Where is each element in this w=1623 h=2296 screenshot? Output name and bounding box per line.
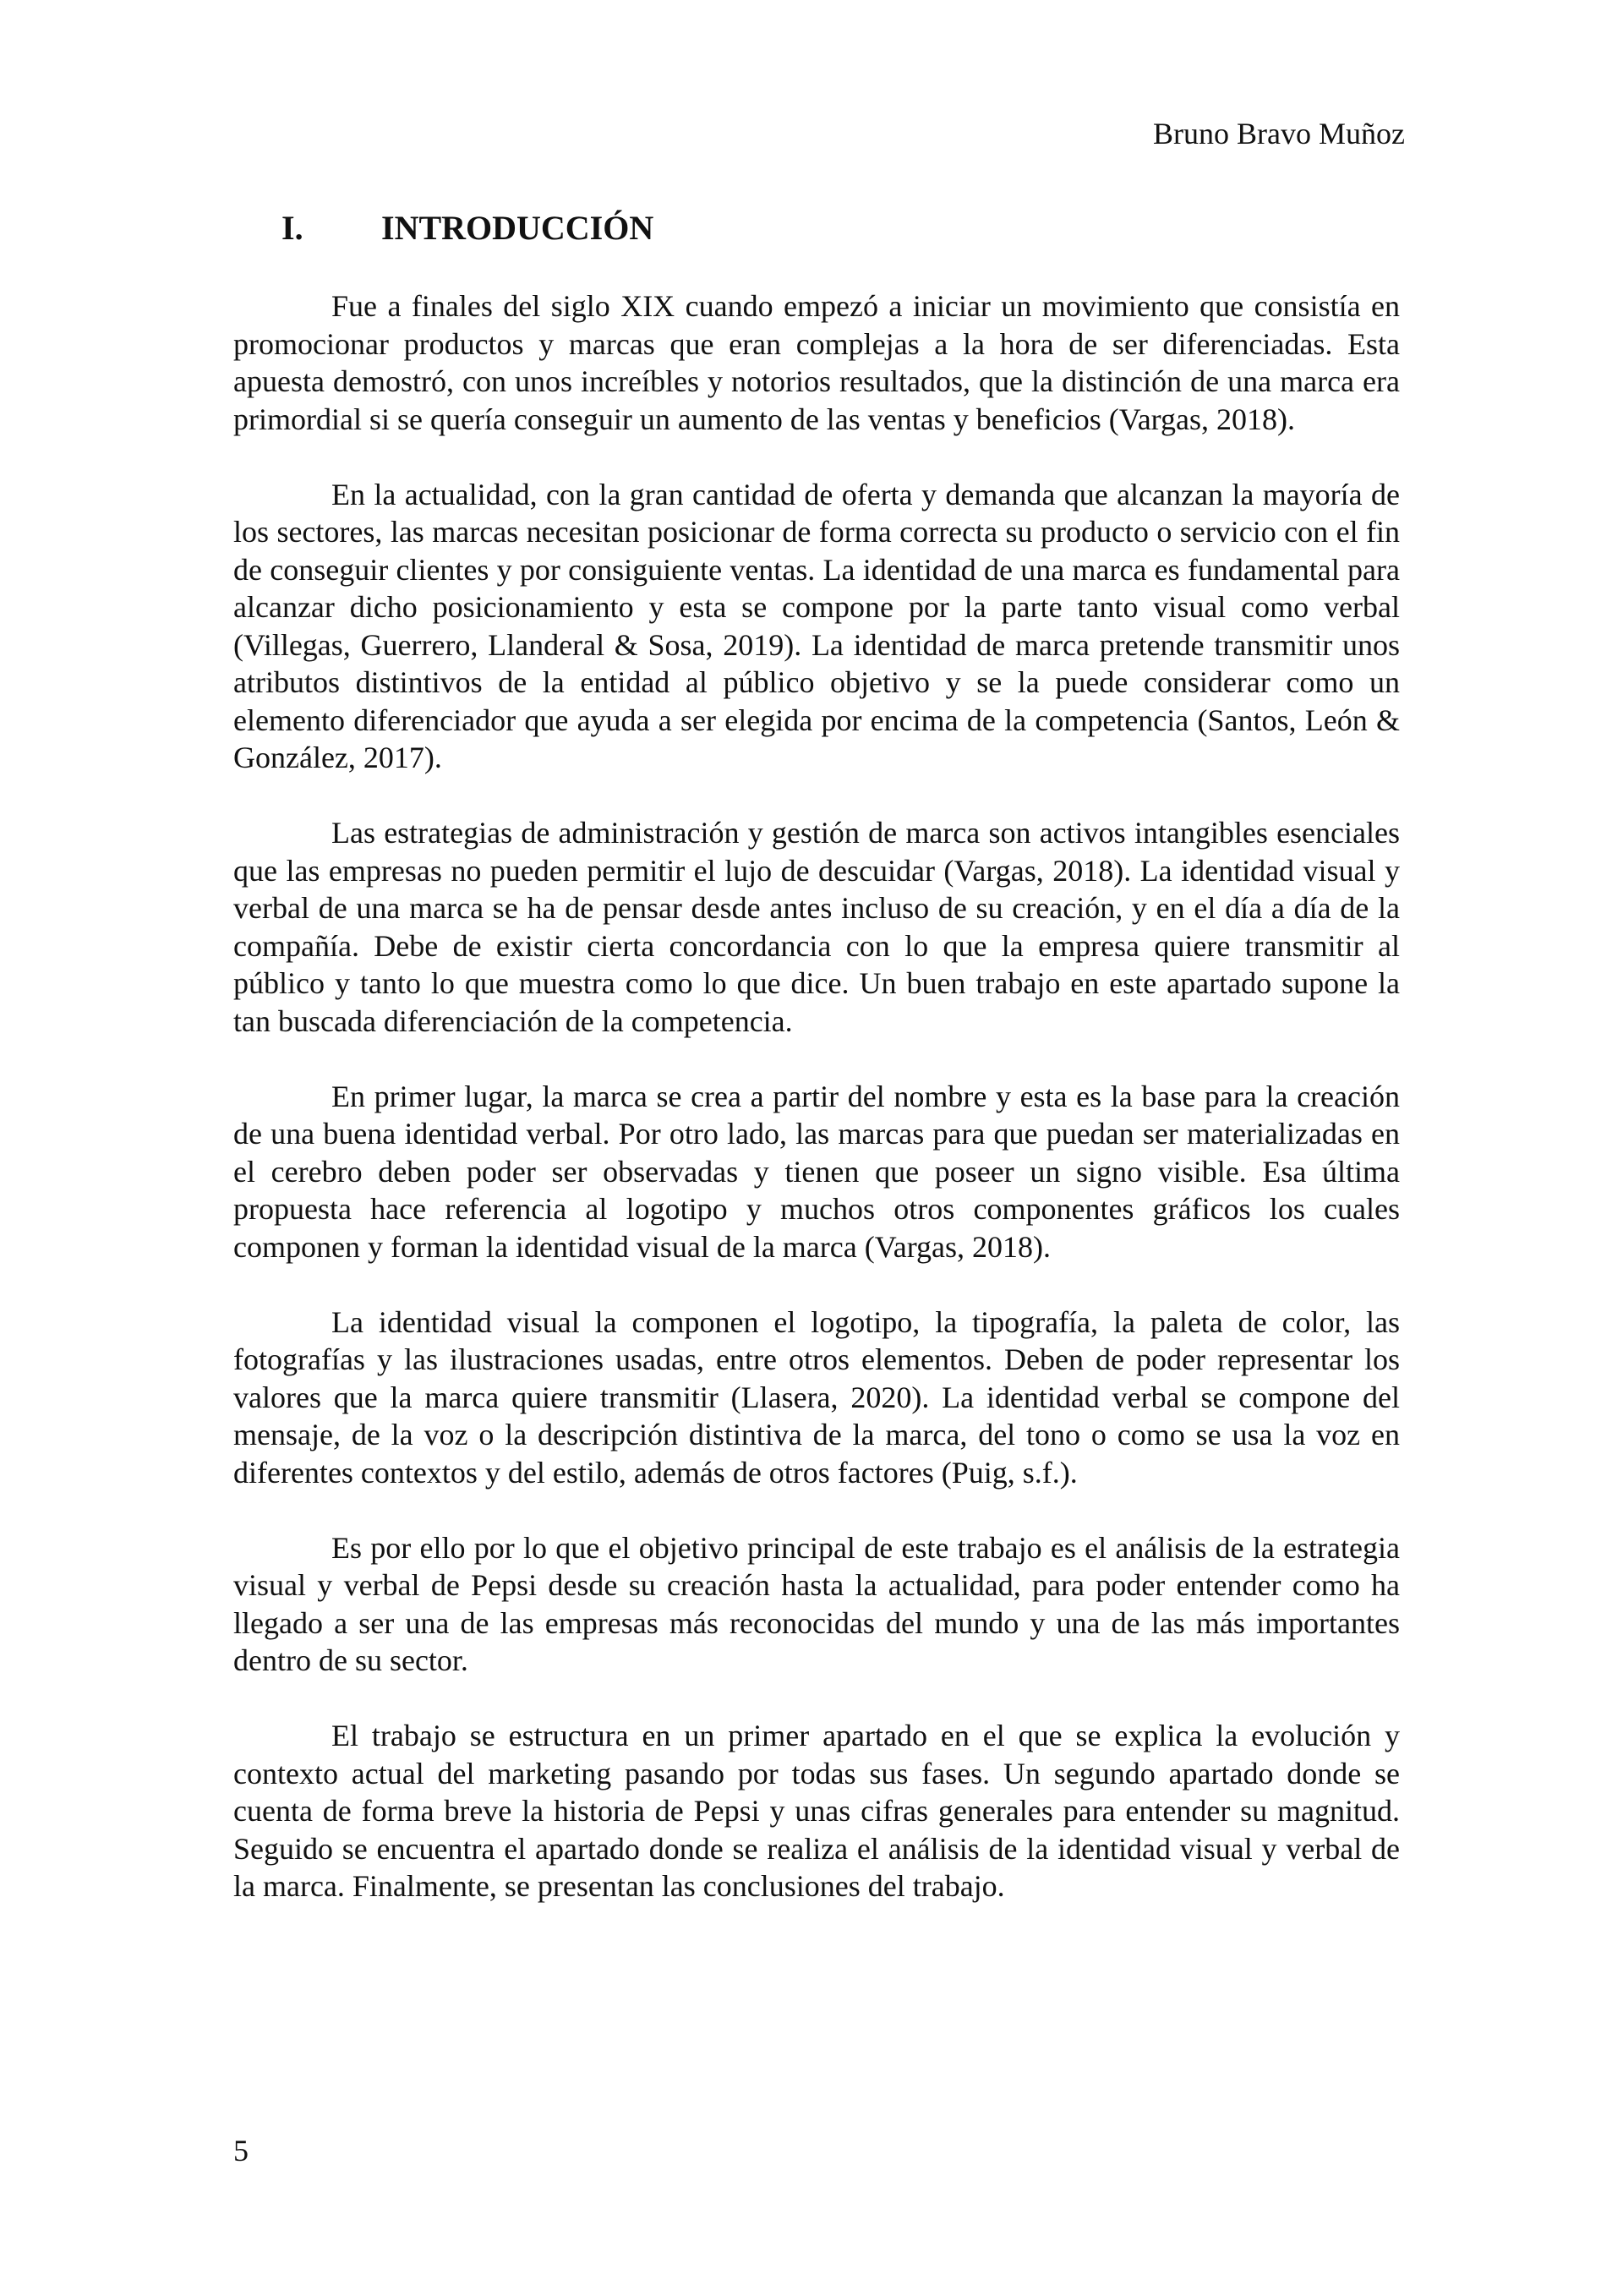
section-heading [281,208,653,249]
paragraph-1: Fue a finales del siglo XIX cuando empezó a iniciar un movimiento que consistía en promocionar productos y marcas que eran complejas a la hora de ser diferenciadas. Esta apuesta demostró, con unos increíbles y notorios resultados, que la distinción de una marca era primordial si se quería conseguir un aumento de las ventas y beneficios (Vargas, 2018). [233,289,1400,436]
page-number: 5 [233,2134,249,2168]
body-text [233,287,1400,1943]
running-header-author: Bruno Bravo Muñoz [1153,117,1405,150]
paragraph-4: En primer lugar, la marca se crea a partir del nombre y esta es la base para la creación de una buena identidad verbal. Por otro lado, las marcas para que puedan ser materializadas en el cerebro deben poder ser observadas y tienen que poseer un signo visible. Esa última propuesta hace referencia al logotipo y muchos otros componentes gráficos los cuales componen y forman la identidad visual de la marca (Vargas, 2018). [233,1079,1400,1264]
paragraph-3: Las estrategias de administración y gestión de marca son activos intangibles esenciales que las empresas no pueden permitir el lujo de descuidar (Vargas, 2018). La identidad visual y verbal de una marca se ha de pensar desde antes incluso de su creación, y en el día a día de la compañía. Debe de existir cierta concordancia con lo que la empresa quiere transmitir al público y tanto lo que muestra como lo que dice. Un buen trabajo en este apartado supone la tan buscada diferenciación de la competencia. [233,816,1400,1038]
paragraph-5: La identidad visual la componen el logotipo, la tipografía, la paleta de color, las fotografías y las ilustraciones usadas, entre otros elementos. Deben de poder representar los valores que la marca quiere transmitir (Llasera, 2020). La identidad verbal se compone del mensaje, de la voz o la descripción distintiva de la marca, del tono o como se usa la voz en diferentes contextos y del estilo, además de otros factores (Puig, s.f.). [233,1304,1400,1490]
paragraph-2: En la actualidad, con la gran cantidad de oferta y demanda que alcanzan la mayoría de los sectores, las marcas necesitan posicionar de forma correcta su producto o servicio con el fin de conseguir clientes y por consiguiente ventas. La identidad de una marca es fundamental para alcanzar dicho posicionamiento y esta se compone por la parte tanto visual como verbal (Villegas, Guerrero, Llanderal & Sosa, 2019). La identidad de marca pretende transmitir unos atributos distintivos de la entidad al público objetivo y se la puede considerar como un elemento diferenciador que ayuda a ser elegida por encima de la competencia (Santos, León & González, 2017). [233,477,1400,774]
section-number: I. [281,209,303,247]
paragraph-7: El trabajo se estructura en un primer apartado en el que se explica la evolución y contexto actual del marketing pasando por todas sus fases. Un segundo apartado donde se cuenta de forma breve la historia de Pepsi y unas cifras generales para entender su magnitud. Seguido se encuentra el apartado donde se realiza el análisis de la identidad visual y verbal de la marca. Finalmente, se presentan las conclusiones del trabajo. [233,1719,1400,1903]
paragraph-6: Es por ello por lo que el objetivo principal de este trabajo es el análisis de la estrategia visual y verbal de Pepsi desde su creación hasta la actualidad, para poder entender como ha llegado a ser una de las empresas más reconocidas del mundo y una de las más importantes dentro de su sector. [233,1530,1400,1677]
section-title: INTRODUCCIÓN [381,209,654,247]
